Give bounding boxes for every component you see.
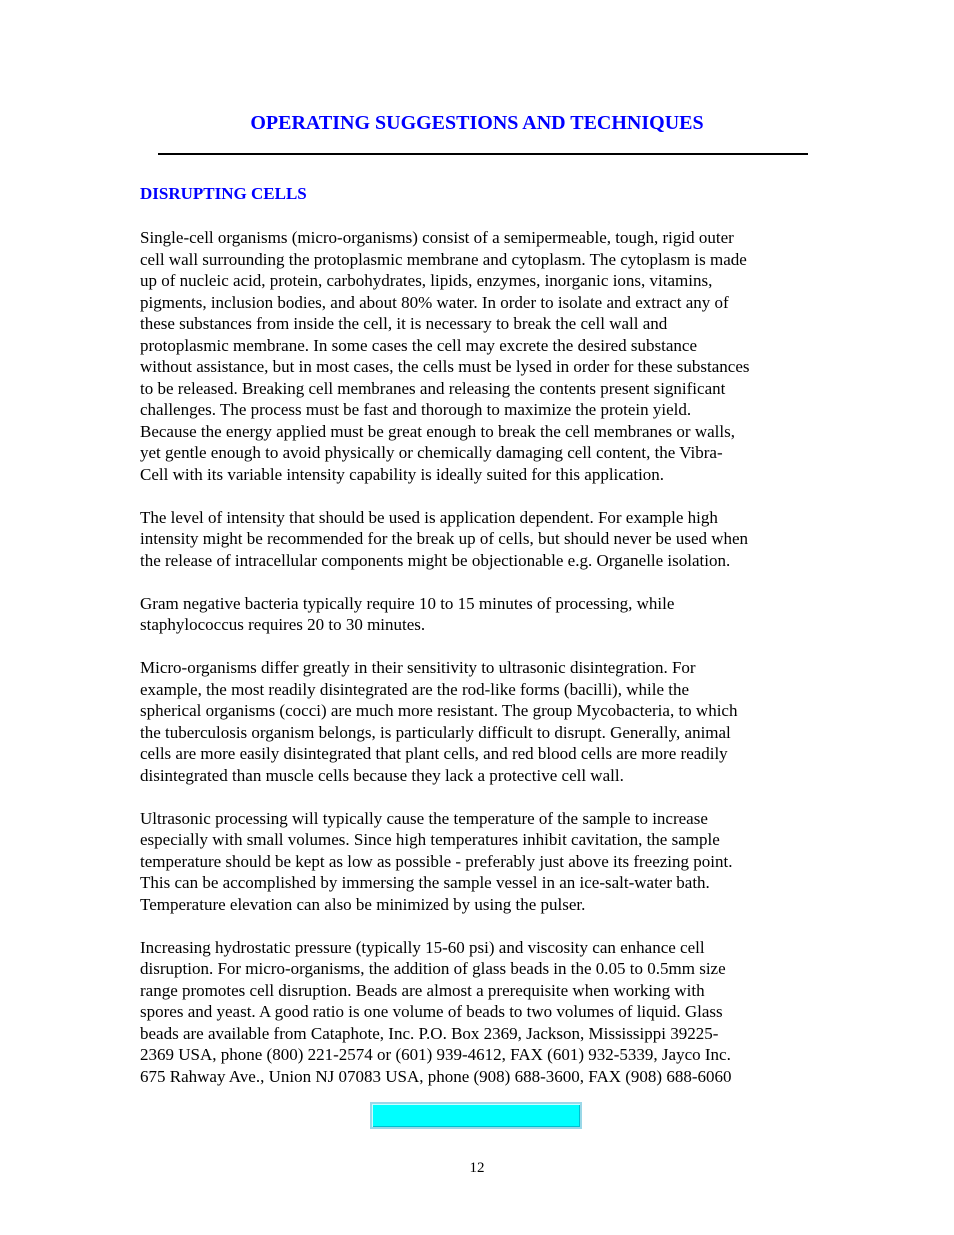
text-line: disruption. For micro-organisms, the addition of glass beads in the 0.05 to 0.5mm size [140, 959, 726, 978]
paragraph [140, 808, 820, 916]
title-divider [158, 153, 808, 155]
text-line: especially with small volumes. Since high temperatures inhibit cavitation, the sample [140, 830, 720, 849]
text-line: Gram negative bacteria typically require 10 to 15 minutes of processing, while [140, 593, 675, 613]
text-line: Ultrasonic processing will typically cause the temperature of the sample to increase [140, 808, 708, 828]
text-line: the release of intracellular components might be objectionable e.g. Organelle isolation. [140, 550, 731, 570]
text-line: spherical organisms (cocci) are much more resistant. The group Mycobacteria, to which [140, 701, 738, 720]
text-line: without assistance, but in most cases, the cells must be lysed in order for these substances [140, 357, 750, 376]
body-text [140, 227, 820, 1109]
text-line: range promotes cell disruption. Beads are almost a prerequisite when working with [140, 980, 705, 1000]
text-line: staphylococcus requires 20 to 30 minutes. [140, 615, 426, 634]
page-number: 12 [469, 1160, 485, 1176]
text-line: cells are more easily disintegrated that plant cells, and red blood cells are more readily [140, 744, 728, 763]
text-line: beads are available from Cataphote, Inc. P.O. Box 2369, Jackson, Mississippi 39225- [140, 1023, 719, 1043]
text-line: cell wall surrounding the protoplasmic membrane and cytoplasm. The cytoplasm is made [140, 249, 747, 269]
text-line: up of nucleic acid, protein, carbohydrates, lipids, enzymes, inorganic ions, vitamins, [140, 271, 713, 290]
text-line: example, the most readily disintegrated are the rod-like forms (bacilli), while the [140, 679, 690, 699]
navigation-button[interactable] [370, 1102, 582, 1129]
text-line: disintegrated than muscle cells because they lack a protective cell wall. [140, 765, 624, 785]
paragraph [140, 657, 820, 786]
paragraph [140, 937, 820, 1088]
text-line: This can be accomplished by immersing the sample vessel in an ice-salt-water bath. [140, 873, 710, 892]
text-line: intensity might be recommended for the break up of cells, but should never be used when [140, 529, 749, 548]
text-line: 2369 USA, phone (800) 221-2574 or (601) 939-4612, FAX (601) 932-5339, Jayco Inc. [140, 1045, 731, 1064]
text-line: challenges. The process must be fast and thorough to maximize the protein yield. [140, 400, 692, 419]
text-line: Increasing hydrostatic pressure (typically 15-60 psi) and viscosity can enhance cell [140, 937, 705, 957]
text-line: temperature should be kept as low as possible - preferably just above its freezing point. [140, 851, 733, 871]
paragraph [140, 507, 820, 572]
text-line: 675 Rahway Ave., Union NJ 07083 USA, phone (908) 688-3600, FAX (908) 688-6060 [140, 1066, 732, 1086]
text-line: pigments, inclusion bodies, and about 80% water. In order to isolate and extract any of [140, 292, 729, 312]
text-line: to be released. Breaking cell membranes and releasing the contents present significant [140, 378, 726, 398]
text-line: Because the energy applied must be great enough to break the cell membranes or walls, [140, 421, 735, 441]
text-line: Micro-organisms differ greatly in their sensitivity to ultrasonic disintegration. For [140, 658, 696, 677]
paragraph [140, 593, 820, 636]
section-heading: DISRUPTING CELLS [140, 184, 307, 203]
paragraph [140, 227, 820, 485]
text-line: spores and yeast. A good ratio is one volume of beads to two volumes of liquid. Glass [140, 1002, 723, 1021]
text-line: The level of intensity that should be used is application dependent. For example high [140, 507, 718, 527]
text-line: the tuberculosis organism belongs, is particularly difficult to disrupt. Generally, animal [140, 722, 731, 742]
text-line: Single-cell organisms (micro-organisms) consist of a semipermeable, tough, rigid outer [140, 228, 734, 247]
text-line: Cell with its variable intensity capability is ideally suited for this application. [140, 464, 665, 484]
text-line: these substances from inside the cell, it is necessary to break the cell wall and [140, 314, 668, 333]
text-line: yet gentle enough to avoid physically or chemically damaging cell content, the Vibra- [140, 443, 723, 462]
page-title: OPERATING SUGGESTIONS AND TECHNIQUES [250, 112, 704, 134]
text-line: Temperature elevation can also be minimized by using the pulser. [140, 894, 586, 914]
text-line: protoplasmic membrane. In some cases the cell may excrete the desired substance [140, 335, 698, 355]
